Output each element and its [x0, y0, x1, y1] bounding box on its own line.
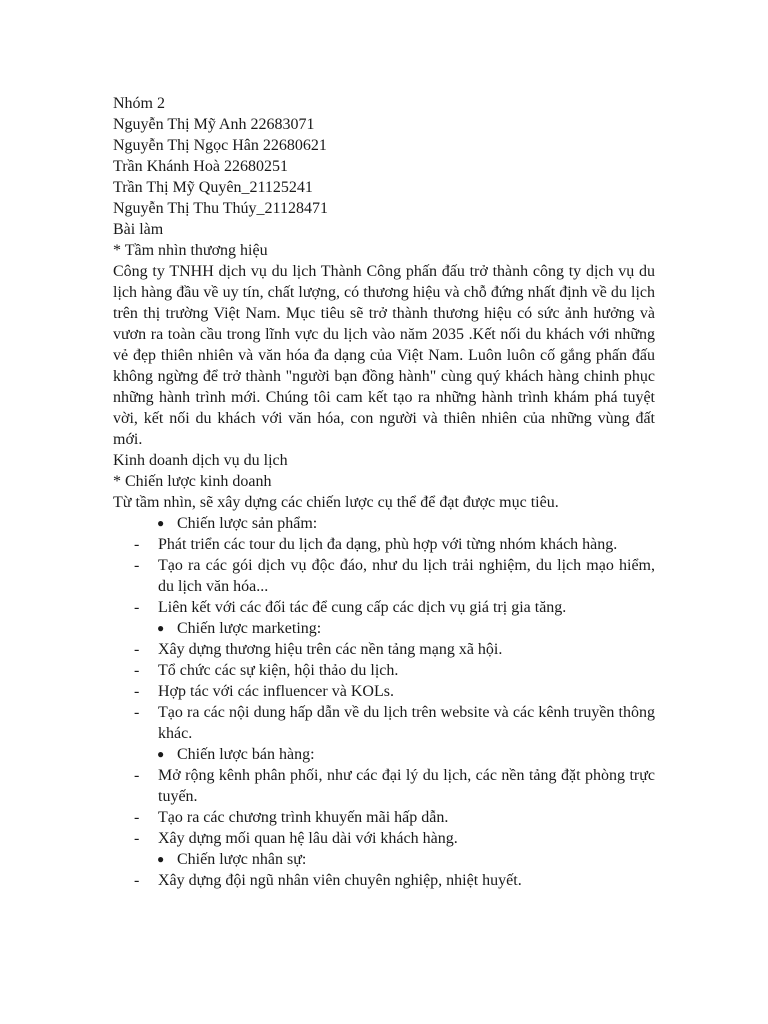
bullet-icon: ● [157, 852, 165, 866]
member-name: Nguyễn Thị Mỹ Anh 22683071 [113, 116, 315, 133]
vision-heading: * Tầm nhìn thương hiệu [113, 242, 268, 259]
strategy-title-label: Chiến lược sản phẩm: [177, 515, 318, 532]
list-item [113, 765, 655, 807]
group-title: Nhóm 2 [113, 95, 165, 112]
list-item-text: Hợp tác với các influencer và KOLs. [158, 683, 394, 700]
list-item-text: Mở rộng kênh phân phối, như các đại lý du lịch, các nền tảng đặt phòng trực tuyến. [158, 767, 655, 805]
list-item-text: Phát triển các tour du lịch đa dạng, phù hợp với từng nhóm khách hàng. [158, 536, 618, 553]
list-item [113, 828, 655, 849]
bullet-icon: ● [157, 747, 165, 761]
member-name: Trần Khánh Hoà 22680251 [113, 158, 288, 175]
list-item-text: Tạo ra các nội dung hấp dẫn về du lịch trên website và các kênh truyền thông khác. [158, 704, 655, 742]
strategy-intro: Từ tầm nhìn, sẽ xây dựng các chiến lược cụ thể để đạt được mục tiêu. [113, 494, 559, 511]
list-item-text: Xây dựng đội ngũ nhân viên chuyên nghiệp, nhiệt huyết. [158, 872, 522, 889]
dash-icon: - [134, 536, 140, 553]
strategy-title-label: Chiến lược nhân sự: [177, 851, 307, 868]
list-item-text: Xây dựng thương hiệu trên các nền tảng mạng xã hội. [158, 641, 503, 658]
dash-icon: - [134, 872, 140, 889]
dash-icon: - [134, 662, 140, 679]
list-item [113, 660, 655, 681]
strategy-title-hr [113, 849, 655, 870]
list-item [113, 597, 655, 618]
dash-icon: - [134, 830, 140, 847]
member-name: Trần Thị Mỹ Quyên_21125241 [113, 179, 313, 196]
list-item-text: Tạo ra các gói dịch vụ độc đáo, như du lịch trải nghiệm, du lịch mạo hiểm, du lịch văn hóa... [158, 557, 655, 595]
list-item-text: Tạo ra các chương trình khuyến mãi hấp dẫn. [158, 809, 449, 826]
strategy-heading: * Chiến lược kinh doanh [113, 473, 272, 490]
strategy-title-label: Chiến lược bán hàng: [177, 746, 315, 763]
list-item [113, 681, 655, 702]
list-item [113, 807, 655, 828]
vision-paragraph: Công ty TNHH dịch vụ du lịch Thành Công phấn đấu trở thành công ty dịch vụ du lịch hàng đầu về uy tín, chất lượng, có thương hiệu và chỗ đứng nhất định về du lịch trên thị trường Việt Nam. Mục tiêu sẽ trở thành thương hiệu có sức ảnh hưởng và vươn ra toàn cầu trong lĩnh vực du lịch vào năm 2035 .Kết nối du khách với những vẻ đẹp thiên nhiên và văn hóa đa dạng của Việt Nam. Luôn luôn cố gắng phấn đấu không ngừng để trở thành "người bạn đồng hành" cùng quý khách hàng chinh phục những hành trình mới. Chúng tôi cam kết tạo ra những hành trình khám phá tuyệt vời, kết nối du khách với văn hóa, con người và thiên nhiên của những vùng đất mới. [113, 263, 655, 448]
document-page [113, 93, 655, 891]
strategy-title-marketing [113, 618, 655, 639]
list-item [113, 534, 655, 555]
list-item [113, 870, 655, 891]
strategy-title-product [113, 513, 655, 534]
dash-icon: - [134, 599, 140, 616]
assignment-label: Bài làm [113, 221, 164, 238]
list-item [113, 555, 655, 597]
list-item [113, 702, 655, 744]
bullet-icon: ● [157, 621, 165, 635]
dash-icon: - [134, 641, 140, 658]
member-name: Nguyễn Thị Thu Thúy_21128471 [113, 200, 328, 217]
list-item-text: Tổ chức các sự kiện, hội thảo du lịch. [158, 662, 399, 679]
business-line: Kinh doanh dịch vụ du lịch [113, 452, 288, 469]
strategy-title-sales [113, 744, 655, 765]
list-item-text: Liên kết với các đối tác để cung cấp các dịch vụ giá trị gia tăng. [158, 599, 567, 616]
strategy-title-label: Chiến lược marketing: [177, 620, 322, 637]
list-item-text: Xây dựng mối quan hệ lâu dài với khách hàng. [158, 830, 458, 847]
member-name: Nguyễn Thị Ngọc Hân 22680621 [113, 137, 327, 154]
dash-icon: - [134, 683, 140, 700]
dash-icon: - [134, 557, 140, 574]
dash-icon: - [134, 704, 140, 721]
list-item [113, 639, 655, 660]
dash-icon: - [134, 809, 140, 826]
dash-icon: - [134, 767, 140, 784]
bullet-icon: ● [157, 516, 165, 530]
